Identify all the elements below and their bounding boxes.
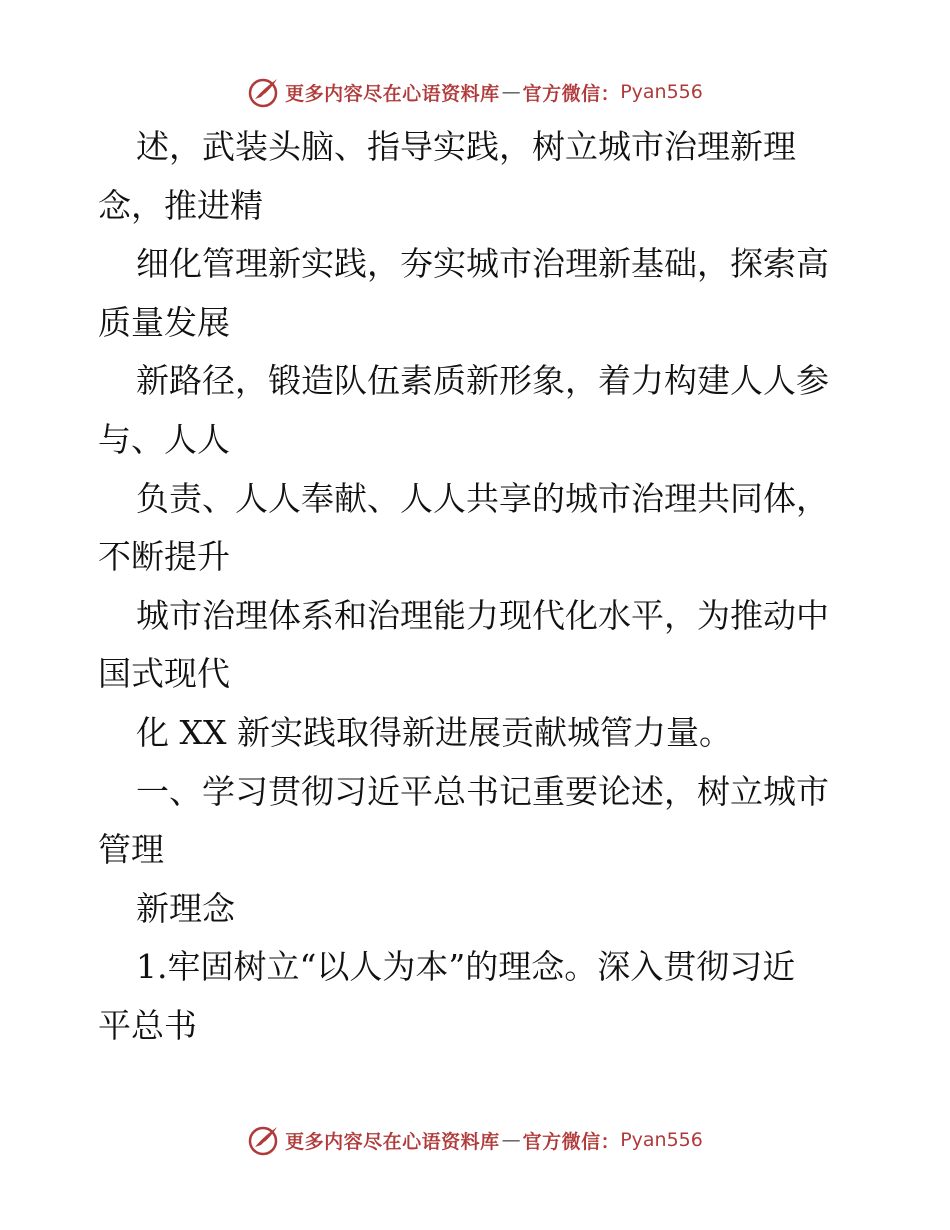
body-line: 不断提升	[98, 537, 230, 577]
header-wechat-label: 官方微信：	[522, 82, 621, 105]
section-heading-line: 一、学习贯彻习近平总书记重要论述，树立城市	[136, 771, 829, 811]
section-heading-line: 管理	[98, 830, 164, 870]
quill-logo-icon	[247, 75, 281, 109]
header-watermark	[0, 72, 950, 112]
body-line: 念，推进精	[98, 185, 263, 225]
body-line: 国式现代	[98, 654, 230, 694]
footer-wechat-id: Pyan556	[620, 1129, 703, 1151]
body-line: 负责、人人奉献、人人共享的城市治理共同体，	[136, 478, 829, 518]
body-line: 新路径，锻造队伍素质新形象，着力构建人人参	[136, 361, 829, 401]
document-body	[98, 118, 868, 1056]
body-line: 平总书	[98, 1005, 197, 1045]
header-wechat-id: Pyan556	[620, 81, 703, 103]
body-line: 质量发展	[98, 302, 230, 342]
quill-logo-icon	[247, 1123, 281, 1157]
header-site-text: 更多内容尽在心语资料库	[285, 82, 500, 105]
footer-site-text: 更多内容尽在心语资料库	[285, 1130, 500, 1153]
footer-wechat-label: 官方微信：	[522, 1130, 621, 1153]
body-line: 细化管理新实践，夯实城市治理新基础，探索高	[136, 244, 829, 284]
header-separator: —	[501, 81, 521, 103]
body-line: 城市治理体系和治理能力现代化水平，为推动中	[136, 595, 829, 635]
body-line: 1.牢固树立“以人为本”的理念。深入贯彻习近	[136, 947, 796, 987]
footer-separator: —	[501, 1129, 521, 1151]
body-line: 化 XX 新实践取得新进展贡献城管力量。	[136, 712, 732, 752]
footer-watermark	[0, 1120, 950, 1160]
body-line: 述，武装头脑、指导实践，树立城市治理新理	[136, 127, 796, 166]
body-line: 与、人人	[98, 419, 230, 459]
section-heading-line: 新理念	[136, 888, 235, 928]
